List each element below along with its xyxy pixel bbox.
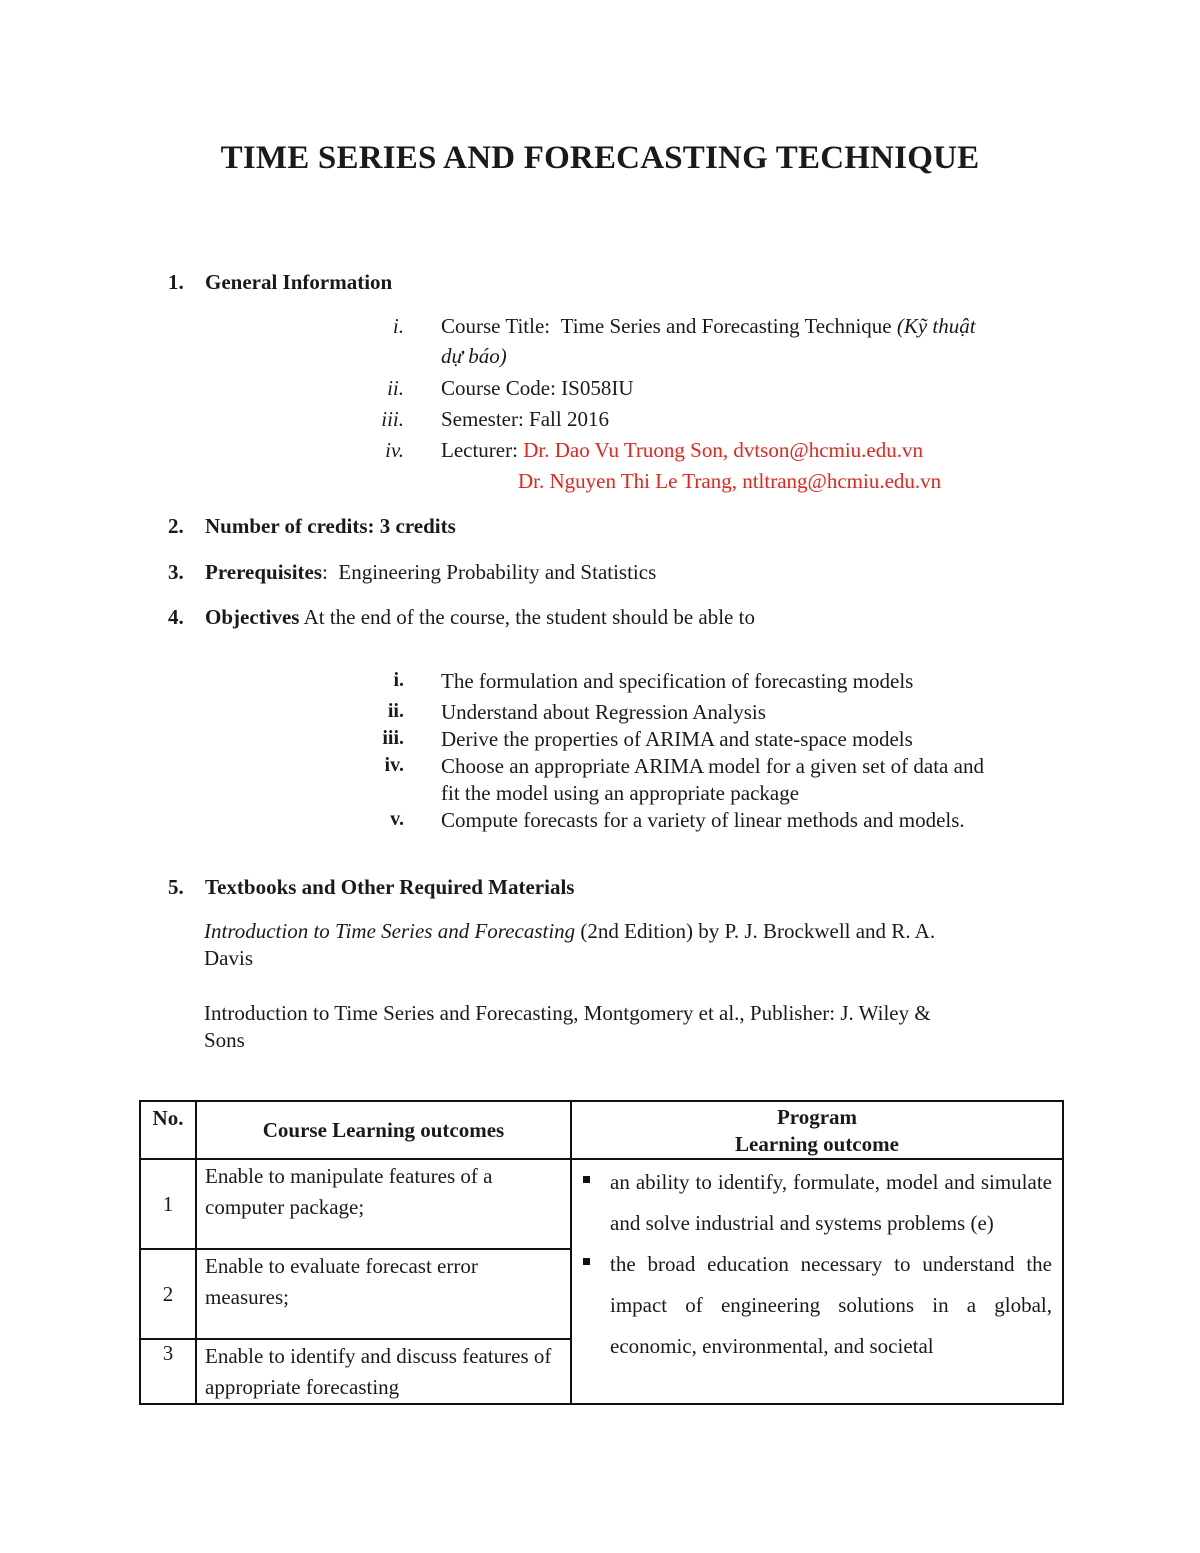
objective-2: Understand about Regression Analysis bbox=[441, 700, 766, 724]
section-2-number: 2. bbox=[168, 514, 184, 538]
objective-roman-ii: ii. bbox=[387, 700, 404, 722]
textbook-1 bbox=[204, 919, 935, 944]
info-roman-i: i. bbox=[392, 314, 404, 338]
section-2-heading: Number of credits: 3 credits bbox=[205, 514, 456, 538]
square-bullet-icon bbox=[580, 1162, 610, 1244]
row-2-clo: Enable to evaluate forecast error measures; bbox=[196, 1249, 571, 1339]
section-1-heading: General Information bbox=[205, 270, 393, 294]
objectives-intro: At the end of the course, the student should be able to bbox=[303, 605, 755, 629]
course-title-label: Course Title: bbox=[441, 314, 551, 338]
section-1-number: 1. bbox=[168, 270, 184, 294]
square-bullet-icon bbox=[580, 1244, 610, 1367]
plo-item-1 bbox=[580, 1162, 1052, 1244]
semester: Semester: Fall 2016 bbox=[441, 407, 609, 431]
row-3-no: 3 bbox=[140, 1339, 196, 1404]
section-3-sep: : bbox=[322, 560, 328, 584]
plo-cell bbox=[571, 1159, 1063, 1404]
document-title: TIME SERIES AND FORECASTING TECHNIQUE bbox=[220, 140, 980, 176]
section-3-number: 3. bbox=[168, 560, 184, 584]
lecturer-label: Lecturer: bbox=[441, 438, 518, 462]
lecturer-line bbox=[441, 438, 923, 463]
objective-roman-iv: iv. bbox=[384, 754, 404, 776]
prerequisites-text: Engineering Probability and Statistics bbox=[338, 560, 657, 584]
info-roman-ii: ii. bbox=[387, 376, 404, 400]
objective-roman-iii: iii. bbox=[382, 727, 404, 749]
objective-roman-i: i. bbox=[393, 669, 404, 691]
textbook-1-title: Introduction to Time Series and Forecasting bbox=[204, 919, 576, 943]
header-plo-line2: Learning outcome bbox=[735, 1132, 899, 1156]
course-title-vn: (Kỹ thuật bbox=[896, 314, 976, 338]
header-clo: Course Learning outcomes bbox=[196, 1101, 571, 1159]
textbook-2: Introduction to Time Series and Forecasting, Montgomery et al., Publisher: J. Wiley & bbox=[204, 1001, 931, 1025]
row-2-no: 2 bbox=[140, 1249, 196, 1339]
table-header-row bbox=[140, 1101, 1063, 1159]
header-plo bbox=[571, 1101, 1063, 1159]
objective-roman-v: v. bbox=[390, 808, 404, 830]
objectives-line bbox=[205, 605, 755, 630]
table-row bbox=[140, 1159, 1063, 1249]
header-no: No. bbox=[140, 1101, 196, 1159]
row-3-clo: Enable to identify and discuss features of appropriate forecasting bbox=[196, 1339, 571, 1404]
plo-item-2 bbox=[580, 1244, 1052, 1367]
section-3-heading: Prerequisites bbox=[205, 560, 323, 584]
section-5-number: 5. bbox=[168, 875, 184, 899]
plo-item-1-text: an ability to identify, formulate, model and simulate and solve industrial and systems problems (e) bbox=[610, 1170, 1052, 1235]
objective-1: The formulation and specification of forecasting models bbox=[441, 669, 914, 693]
section-4-heading: Objectives bbox=[205, 605, 300, 629]
course-title-vn-continued: dự báo) bbox=[441, 344, 507, 368]
textbook-1-rest: (2nd Edition) by P. J. Brockwell and R. A. bbox=[580, 919, 936, 943]
row-1-no: 1 bbox=[140, 1159, 196, 1249]
textbook-2-continued: Sons bbox=[204, 1028, 245, 1052]
objective-4: Choose an appropriate ARIMA model for a given set of data and bbox=[441, 754, 984, 778]
textbook-1-continued: Davis bbox=[204, 946, 253, 970]
row-1-clo: Enable to manipulate features of a computer package; bbox=[196, 1159, 571, 1249]
lecturer-1[interactable]: Dr. Dao Vu Truong Son, dvtson@hcmiu.edu.vn bbox=[523, 438, 924, 462]
plo-item-2-text: the broad education necessary to understand the impact of engineering solutions in a global, economic, environmental, and societal bbox=[610, 1252, 1052, 1358]
objective-5: Compute forecasts for a variety of linear methods and models. bbox=[441, 808, 965, 832]
section-4-number: 4. bbox=[168, 605, 184, 629]
course-title-value: Time Series and Forecasting Technique bbox=[560, 314, 892, 338]
course-title-line bbox=[441, 314, 976, 339]
section-5-heading: Textbooks and Other Required Materials bbox=[205, 875, 575, 899]
info-roman-iii: iii. bbox=[381, 407, 404, 431]
objective-4-continued: fit the model using an appropriate package bbox=[441, 781, 800, 805]
objective-3: Derive the properties of ARIMA and state-space models bbox=[441, 727, 913, 751]
lecturer-2[interactable]: Dr. Nguyen Thi Le Trang, ntltrang@hcmiu.edu.vn bbox=[518, 469, 942, 493]
prerequisites-line bbox=[205, 560, 656, 585]
header-plo-line1: Program bbox=[776, 1105, 858, 1129]
learning-outcomes-table bbox=[139, 1100, 1064, 1405]
course-code: Course Code: IS058IU bbox=[441, 376, 634, 400]
info-roman-iv: iv. bbox=[385, 438, 404, 462]
